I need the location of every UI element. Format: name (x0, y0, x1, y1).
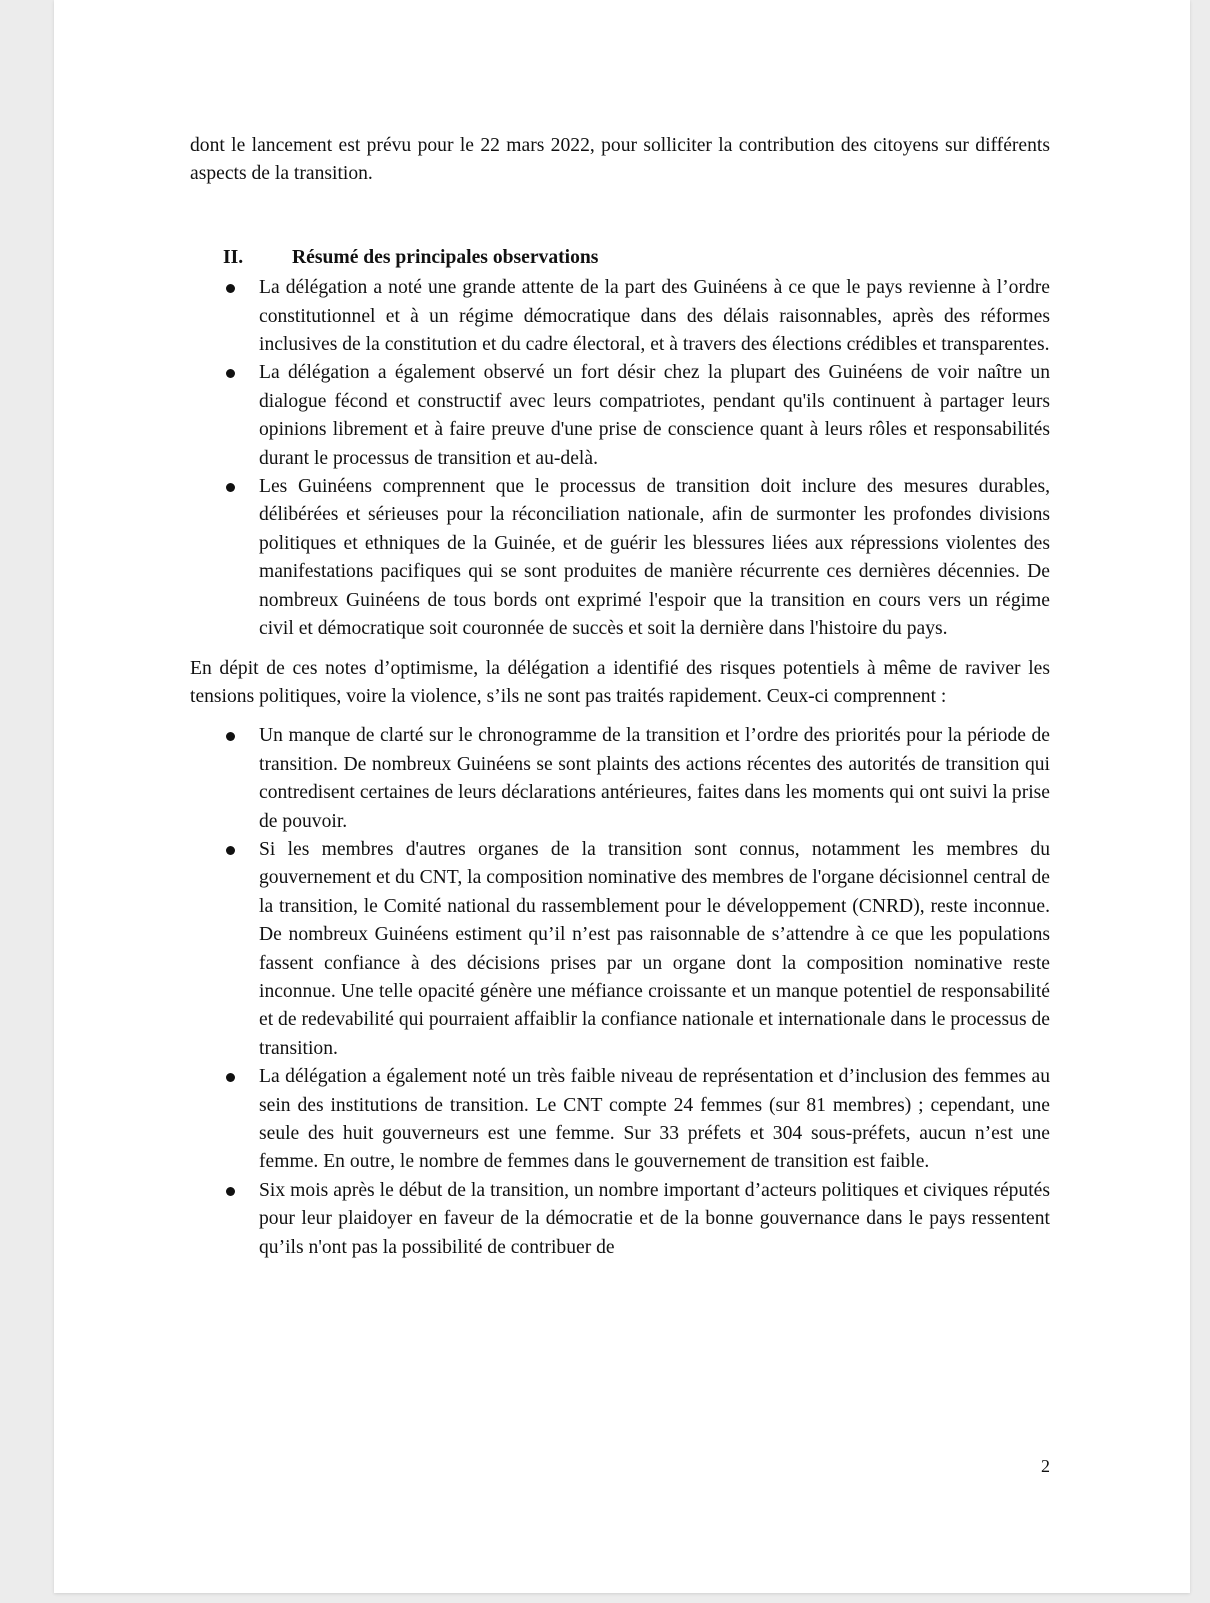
bullet-icon (226, 369, 235, 378)
risks-list (190, 722, 1050, 1262)
document-page (54, 0, 1190, 1593)
list-item (190, 836, 1050, 1063)
list-item (190, 1177, 1050, 1262)
list-item (190, 473, 1050, 643)
list-item-text: La délégation a également noté un très faible niveau de représentation et d’inclusion des femmes au sein des institutions de transition. Le CNT compte 24 femmes (sur 81 membres) ; cependant, une seule des huit gouverneurs est une femme. Sur 33 préfets et 304 sous-préfets, aucun n’est une femme. En outre, le nombre de femmes dans le gouvernement de transition est faible. (259, 1066, 1050, 1173)
section-heading (223, 244, 1050, 272)
bullet-icon (226, 846, 235, 855)
page-content (190, 132, 1050, 1262)
section-number: II. (223, 246, 244, 268)
list-item-text: Un manque de clarté sur le chronogramme de la transition et l’ordre des priorités pour la période de transition. De nombreux Guinéens se sont plaints des actions récentes des autorités de transition qui contredisent certaines de leurs déclarations antérieures, faites dans les moments qui ont suivi la prise de pouvoir. (259, 725, 1050, 832)
list-item-text: Six mois après le début de la transition, un nombre important d’acteurs politiques et civiques réputés pour leur plaidoyer en faveur de la démocratie et de la bonne gouvernance dans le pays ressentent qu’ils n'ont pas la possibilité de contribuer de (259, 1179, 1050, 1258)
section-title: Résumé des principales observations (292, 246, 599, 268)
intro-paragraph: dont le lancement est prévu pour le 22 mars 2022, pour solliciter la contribution des citoyens sur différents aspects de la transition. (190, 135, 1050, 185)
list-item (190, 274, 1050, 359)
bullet-icon (226, 1073, 235, 1082)
list-item (190, 359, 1050, 473)
risks-intro-paragraph: En dépit de ces notes d’optimisme, la délégation a identifié des risques potentiels à même de raviver les tensions politiques, voire la violence, s’ils ne sont pas traités rapidement. Ceux-ci comprennent : (190, 657, 1050, 707)
bullet-icon (226, 483, 235, 492)
list-item-text: La délégation a noté une grande attente de la part des Guinéens à ce que le pays revienne à l’ordre constitutionnel et à un régime démocratique dans des délais raisonnables, après des réformes inclusives de la constitution et du cadre électoral, et à travers des élections crédibles et transparentes. (259, 277, 1050, 356)
bullet-icon (226, 1187, 235, 1196)
list-item-text: Les Guinéens comprennent que le processus de transition doit inclure des mesures durables, délibérées et sérieuses pour la réconciliation nationale, afin de surmonter les profondes divisions politiques et ethniques de la Guinée, et de guérir les blessures liées aux répressions violentes des manifestations pacifiques qui se sont produites de manière récurrente ces dernières décennies. De nombreux Guinéens de tous bords ont exprimé l'espoir que la transition en cours vers un régime civil et démocratique soit couronnée de succès et soit la dernière dans l'histoire du pays. (259, 476, 1050, 640)
list-item (190, 722, 1050, 836)
list-item-text: La délégation a également observé un fort désir chez la plupart des Guinéens de voir naître un dialogue fécond et constructif avec leurs compatriotes, pendant qu'ils continuent à partager leurs opinions librement et à faire preuve d'une prise de conscience quant à leurs rôles et responsabilités durant le processus de transition et au-delà. (259, 362, 1050, 469)
page-number: 2 (1041, 1456, 1050, 1476)
bullet-icon (226, 284, 235, 293)
observations-list (190, 274, 1050, 643)
list-item-text: Si les membres d'autres organes de la transition sont connus, notamment les membres du gouvernement et du CNT, la composition nominative des membres de l'organe décisionnel central de la transition, le Comité national du rassemblement pour le développement (CNRD), reste inconnue. De nombreux Guinéens estiment qu’il n’est pas raisonnable de s’attendre à ce que les populations fassent confiance à des décisions prises par un organe dont la composition nominative reste inconnue. Une telle opacité génère une méfiance croissante et un manque potentiel de responsabilité et de redevabilité qui pourraient affaiblir la confiance nationale et internationale dans le processus de transition. (259, 838, 1050, 1059)
bullet-icon (226, 732, 235, 741)
list-item (190, 1063, 1050, 1177)
